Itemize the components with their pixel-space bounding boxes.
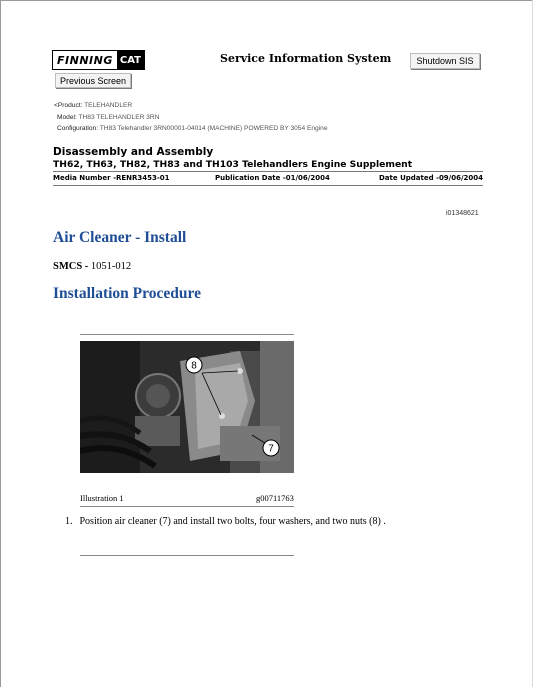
window-frame-top [0, 0, 533, 1]
system-title: Service Information System [220, 52, 392, 65]
step-text: Position air cleaner (7) and install two bolts, four washers, and two nuts (8) . [79, 516, 386, 527]
illustration-divider-top [80, 334, 294, 335]
logo-finning-text: FINNING [53, 51, 117, 69]
product-key: <Product: [54, 102, 83, 109]
previous-screen-button[interactable]: Previous Screen [55, 73, 131, 88]
configuration-key: Configuration: [57, 125, 99, 132]
smcs-label: SMCS - [53, 261, 89, 272]
configuration-line [57, 125, 328, 132]
page-heading: Air Cleaner - Install [53, 229, 187, 246]
product-line [54, 102, 132, 109]
product-value: TELEHANDLER [84, 102, 133, 109]
procedure-step [65, 516, 386, 527]
illustration-photo [80, 341, 294, 473]
date-updated: Date Updated -09/06/2004 [379, 174, 484, 182]
shutdown-sis-button[interactable]: Shutdown SIS [410, 53, 480, 69]
model-value: TH83 TELEHANDLER 3RN [78, 114, 160, 121]
illustration-id: g00711763 [256, 493, 294, 503]
model-key: Model: [57, 114, 77, 121]
illustration-label: Illustration 1 [80, 493, 124, 503]
illustration-divider-bottom [80, 506, 294, 507]
document-id: i01348621 [446, 210, 479, 217]
finning-cat-logo [52, 50, 145, 70]
smcs-value: 1051-012 [90, 261, 132, 272]
publication-date: Publication Date -01/06/2004 [215, 174, 330, 182]
divider-bottom [53, 185, 483, 186]
smcs-code [53, 261, 131, 272]
window-frame-left [0, 0, 1, 687]
callout-7: 7 [268, 443, 274, 455]
logo-cat-text: CAT [117, 51, 144, 69]
configuration-value: TH83 Telehandler 3RN00001-04014 (MACHINE) POWERED BY 3054 Engine [99, 125, 328, 132]
callout-8: 8 [191, 360, 197, 372]
step-number: 1. [65, 516, 73, 527]
model-line [57, 114, 159, 121]
divider-top [53, 171, 483, 172]
procedure-heading: Installation Procedure [53, 285, 201, 302]
document-title: TH62, TH63, TH82, TH83 and TH103 Telehandlers Engine Supplement [53, 159, 413, 170]
step-divider [80, 555, 294, 556]
document-section: Disassembly and Assembly [53, 146, 214, 158]
media-number: Media Number -RENR3453-01 [53, 174, 170, 182]
